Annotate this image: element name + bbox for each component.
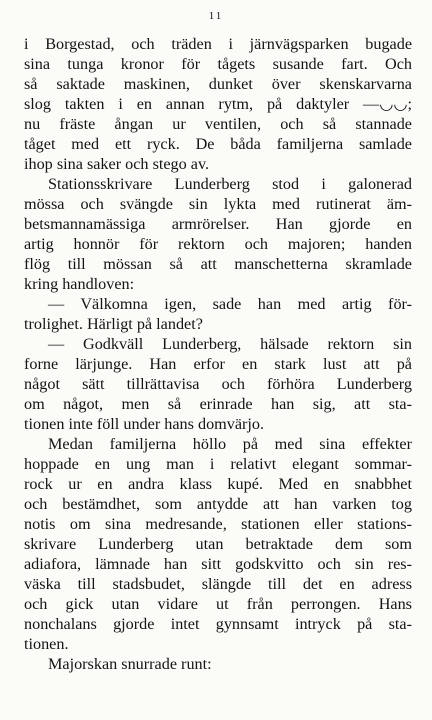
text-line: så saktade maskinen, dunket över skenskarvarna (24, 75, 412, 93)
text-line: mössa och svängde sin lykta med rutinerat äm- (24, 195, 412, 213)
page-number: 11 (208, 10, 224, 22)
text-line: hoppade en ung man i relativt elegant sommar- (24, 455, 412, 473)
text-line: väska till stadsbudet, slängde till det en adress (24, 575, 412, 593)
text-line: — Välkomna igen, sade han med artig för- (48, 295, 412, 313)
body-text (24, 34, 412, 674)
text-line: forne lärjunge. Han erfor en stark lust att på (24, 355, 412, 373)
text-line: tionen inte föll under hans domvärjo. (24, 415, 265, 433)
text-line: tionen. (24, 635, 69, 653)
text-line: nu fräste ångan ur ventilen, och så stannade (24, 115, 412, 133)
text-line: betsmannamässiga armrörelser. Han gjorde en (24, 215, 412, 233)
text-line: något sätt tillrättavisa och förhöra Lunderberg (24, 375, 412, 393)
text-line: Majorskan snurrade runt: (48, 655, 212, 673)
text-line: adiafora, lämnade han sitt godskvitto och sin res- (24, 555, 412, 573)
text-line: notis om sina medresande, stationen eller stations- (24, 515, 412, 533)
text-line: sina tunga kronor för tågets susande fart. Och (24, 55, 412, 73)
text-line: Stationsskrivare Lunderberg stod i galonerad (48, 175, 412, 193)
text-line: trolighet. Härligt på landet? (24, 315, 203, 333)
text-line: och bestämdhet, som antydde att han varken tog (24, 495, 412, 513)
text-line: skrivare Lunderberg utan betraktade dem som (24, 535, 412, 553)
text-line: artig honnör för rektorn och majoren; handen (24, 235, 412, 253)
text-line: och gick utan vidare ut från perrongen. Hans (24, 595, 412, 613)
text-line: Medan familjerna höllo på med sina effekter (48, 435, 412, 453)
text-line: tåget med ett ryck. De båda familjerna samlade (24, 135, 412, 153)
text-line: i Borgestad, och träden i järnvägsparken bugade (24, 35, 412, 53)
text-line: — Godkväll Lunderberg, hälsade rektorn sin (48, 335, 412, 353)
text-line: om något, men så erinrade han sig, att sta- (24, 395, 412, 413)
text-line: ihop sina saker och stego av. (24, 155, 210, 173)
text-line: slog takten i en annan rytm, på daktyler —◡◡; (24, 95, 412, 113)
text-line: flög till mössan så att manschetterna skramlade (24, 255, 412, 273)
text-line: nonchalans gjorde intet gynnsamt intryck på sta- (24, 615, 412, 633)
text-line: rock ur en andra klass kupé. Med en snabbhet (24, 475, 412, 493)
text-line: kring handloven: (24, 275, 135, 293)
